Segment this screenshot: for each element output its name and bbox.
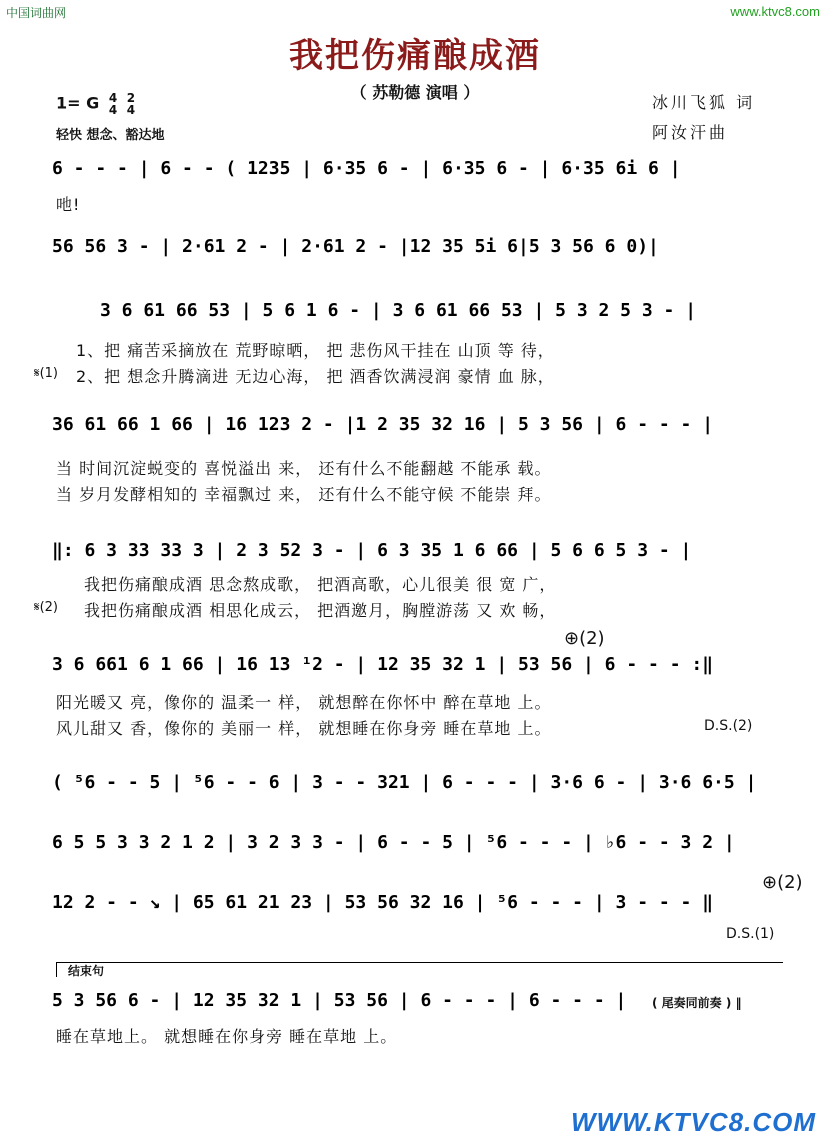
song-title: 我把伤痛酿成酒	[289, 36, 541, 76]
coda-sign-line-6: ⊕(2)	[564, 628, 605, 649]
time-sig-2-bottom: 4	[126, 103, 136, 117]
score-line-3-notes: 3 6 61 66 53 | 5 6 1 6 - | 3 6 61 66 53 | 5 3 2 5 3 - |	[100, 300, 697, 321]
score-line-3-lyric-verse2: 2、把 想念升腾滴进 无边心海， 把 酒香饮满浸润 豪情 血 脉，	[76, 367, 555, 386]
site-watermark-bottom-right: WWW.KTVC8.COM	[570, 1107, 816, 1137]
segno-1-sign: 𝄋(1)	[34, 366, 59, 381]
score-line-5-lyric-verse2: 我把伤痛酿成酒 相思化成云， 把酒邀月，胸膛游荡 又 欢 畅，	[84, 601, 557, 620]
time-sig-1-top: 4	[108, 91, 118, 105]
score-line-9-notes: 12 2 - - ↘ | 65 61 21 23 | 53 56 32 16 | ⁵6 - - - | 3 - - - ‖	[52, 892, 714, 913]
composer: 阿汝汗曲	[652, 123, 729, 142]
ending-label: 结束句	[68, 964, 105, 978]
site-watermark-top-left: 中国词曲网	[6, 6, 67, 20]
score-line-7-notes: ( ⁵6 - - 5 | ⁵6 - - 6 | 3 - - 321 | 6 - - - | 3·6 6 - | 3·6 6·5 |	[52, 772, 757, 793]
coda-sign-line-9: ⊕(2)	[762, 872, 803, 893]
score-line-1-lyric: 吔!	[56, 195, 81, 214]
score-line-1-notes: 6 - - - | 6 - - ( 1235 | 6·35 6 - | 6·35 6 - | 6·35 6i 6 |	[52, 158, 681, 179]
score-line-2-notes: 56 56 3 - | 2·61 2 - | 2·61 2 - |12 35 5i 6|5 3 56 6 0)|	[52, 236, 659, 257]
score-line-3-lyric-verse1: 1、把 痛苦采摘放在 荒野晾晒， 把 悲伤风干挂在 山顶 等 待，	[76, 341, 555, 360]
credits	[652, 88, 755, 148]
score-line-6-lyric-verse1: 阳光暖又 亮，像你的 温柔一 样， 就想醉在你怀中 醉在草地 上。	[56, 693, 552, 712]
time-signature-1	[109, 92, 117, 116]
score-line-5-notes: ‖: 6 3 33 33 3 | 2 3 52 3 - | 6 3 35 1 6 66 | 5 6 6 5 3 - |	[52, 540, 692, 561]
score-line-4-lyric-verse2: 当 岁月发酵相知的 幸福飘过 来， 还有什么不能守候 不能崇 拜。	[56, 485, 552, 504]
ds-1-marking: D.S.(1)	[726, 926, 775, 942]
score-line-8-notes: 6 5 5 3 3 2 1 2 | 3 2 3 3 - | 6 - - 5 | ⁵6 - - - | ♭6 - - 3 2 |	[52, 832, 735, 853]
score-line-10-lyric: 睡在草地上。 就想睡在你身旁 睡在草地 上。	[56, 1027, 398, 1046]
score-line-10-notes: 5 3 56 6 - | 12 35 32 1 | 53 56 | 6 - - - | 6 - - - |	[52, 990, 627, 1011]
score-line-4-lyric-verse1: 当 时间沉淀蜕变的 喜悦溢出 来， 还有什么不能翻越 不能承 载。	[56, 459, 552, 478]
segno-2-sign: 𝄋(2)	[34, 600, 59, 615]
score-line-5-lyric-verse1: 我把伤痛酿成酒 思念熬成歌， 把酒高歌，心儿很美 很 宽 广，	[84, 575, 557, 594]
site-watermark-top-right: www.ktvc8.com	[730, 4, 820, 19]
performer-credit: （ 苏勒德 演唱 ）	[350, 83, 480, 102]
score-line-6-notes: 3 6 661 6 1 66 | 16 13 ¹2 - | 12 35 32 1 | 53 56 | 6 - - - :‖	[52, 654, 714, 675]
time-signature-2	[127, 92, 135, 116]
score-line-6-lyric-verse2: 风儿甜又 香，像你的 美丽一 样， 就想睡在你身旁 睡在草地 上。	[56, 719, 552, 738]
time-sig-1-bottom: 4	[108, 103, 118, 117]
tempo-marking: 轻快 想念、豁达地	[56, 128, 165, 143]
ending-bracket	[56, 962, 783, 977]
time-sig-2-top: 2	[126, 91, 136, 105]
outro-note: ( 尾奏同前奏 ) ‖	[652, 996, 742, 1010]
score-line-4-notes: 36 61 66 1 66 | 16 123 2 - |1 2 35 32 16 | 5 3 56 | 6 - - - |	[52, 414, 714, 435]
key-label: 1= G	[56, 93, 100, 113]
ds-2-marking: D.S.(2)	[704, 718, 753, 734]
key-signature	[56, 92, 135, 116]
lyricist: 冰川飞狐 词	[652, 93, 756, 112]
